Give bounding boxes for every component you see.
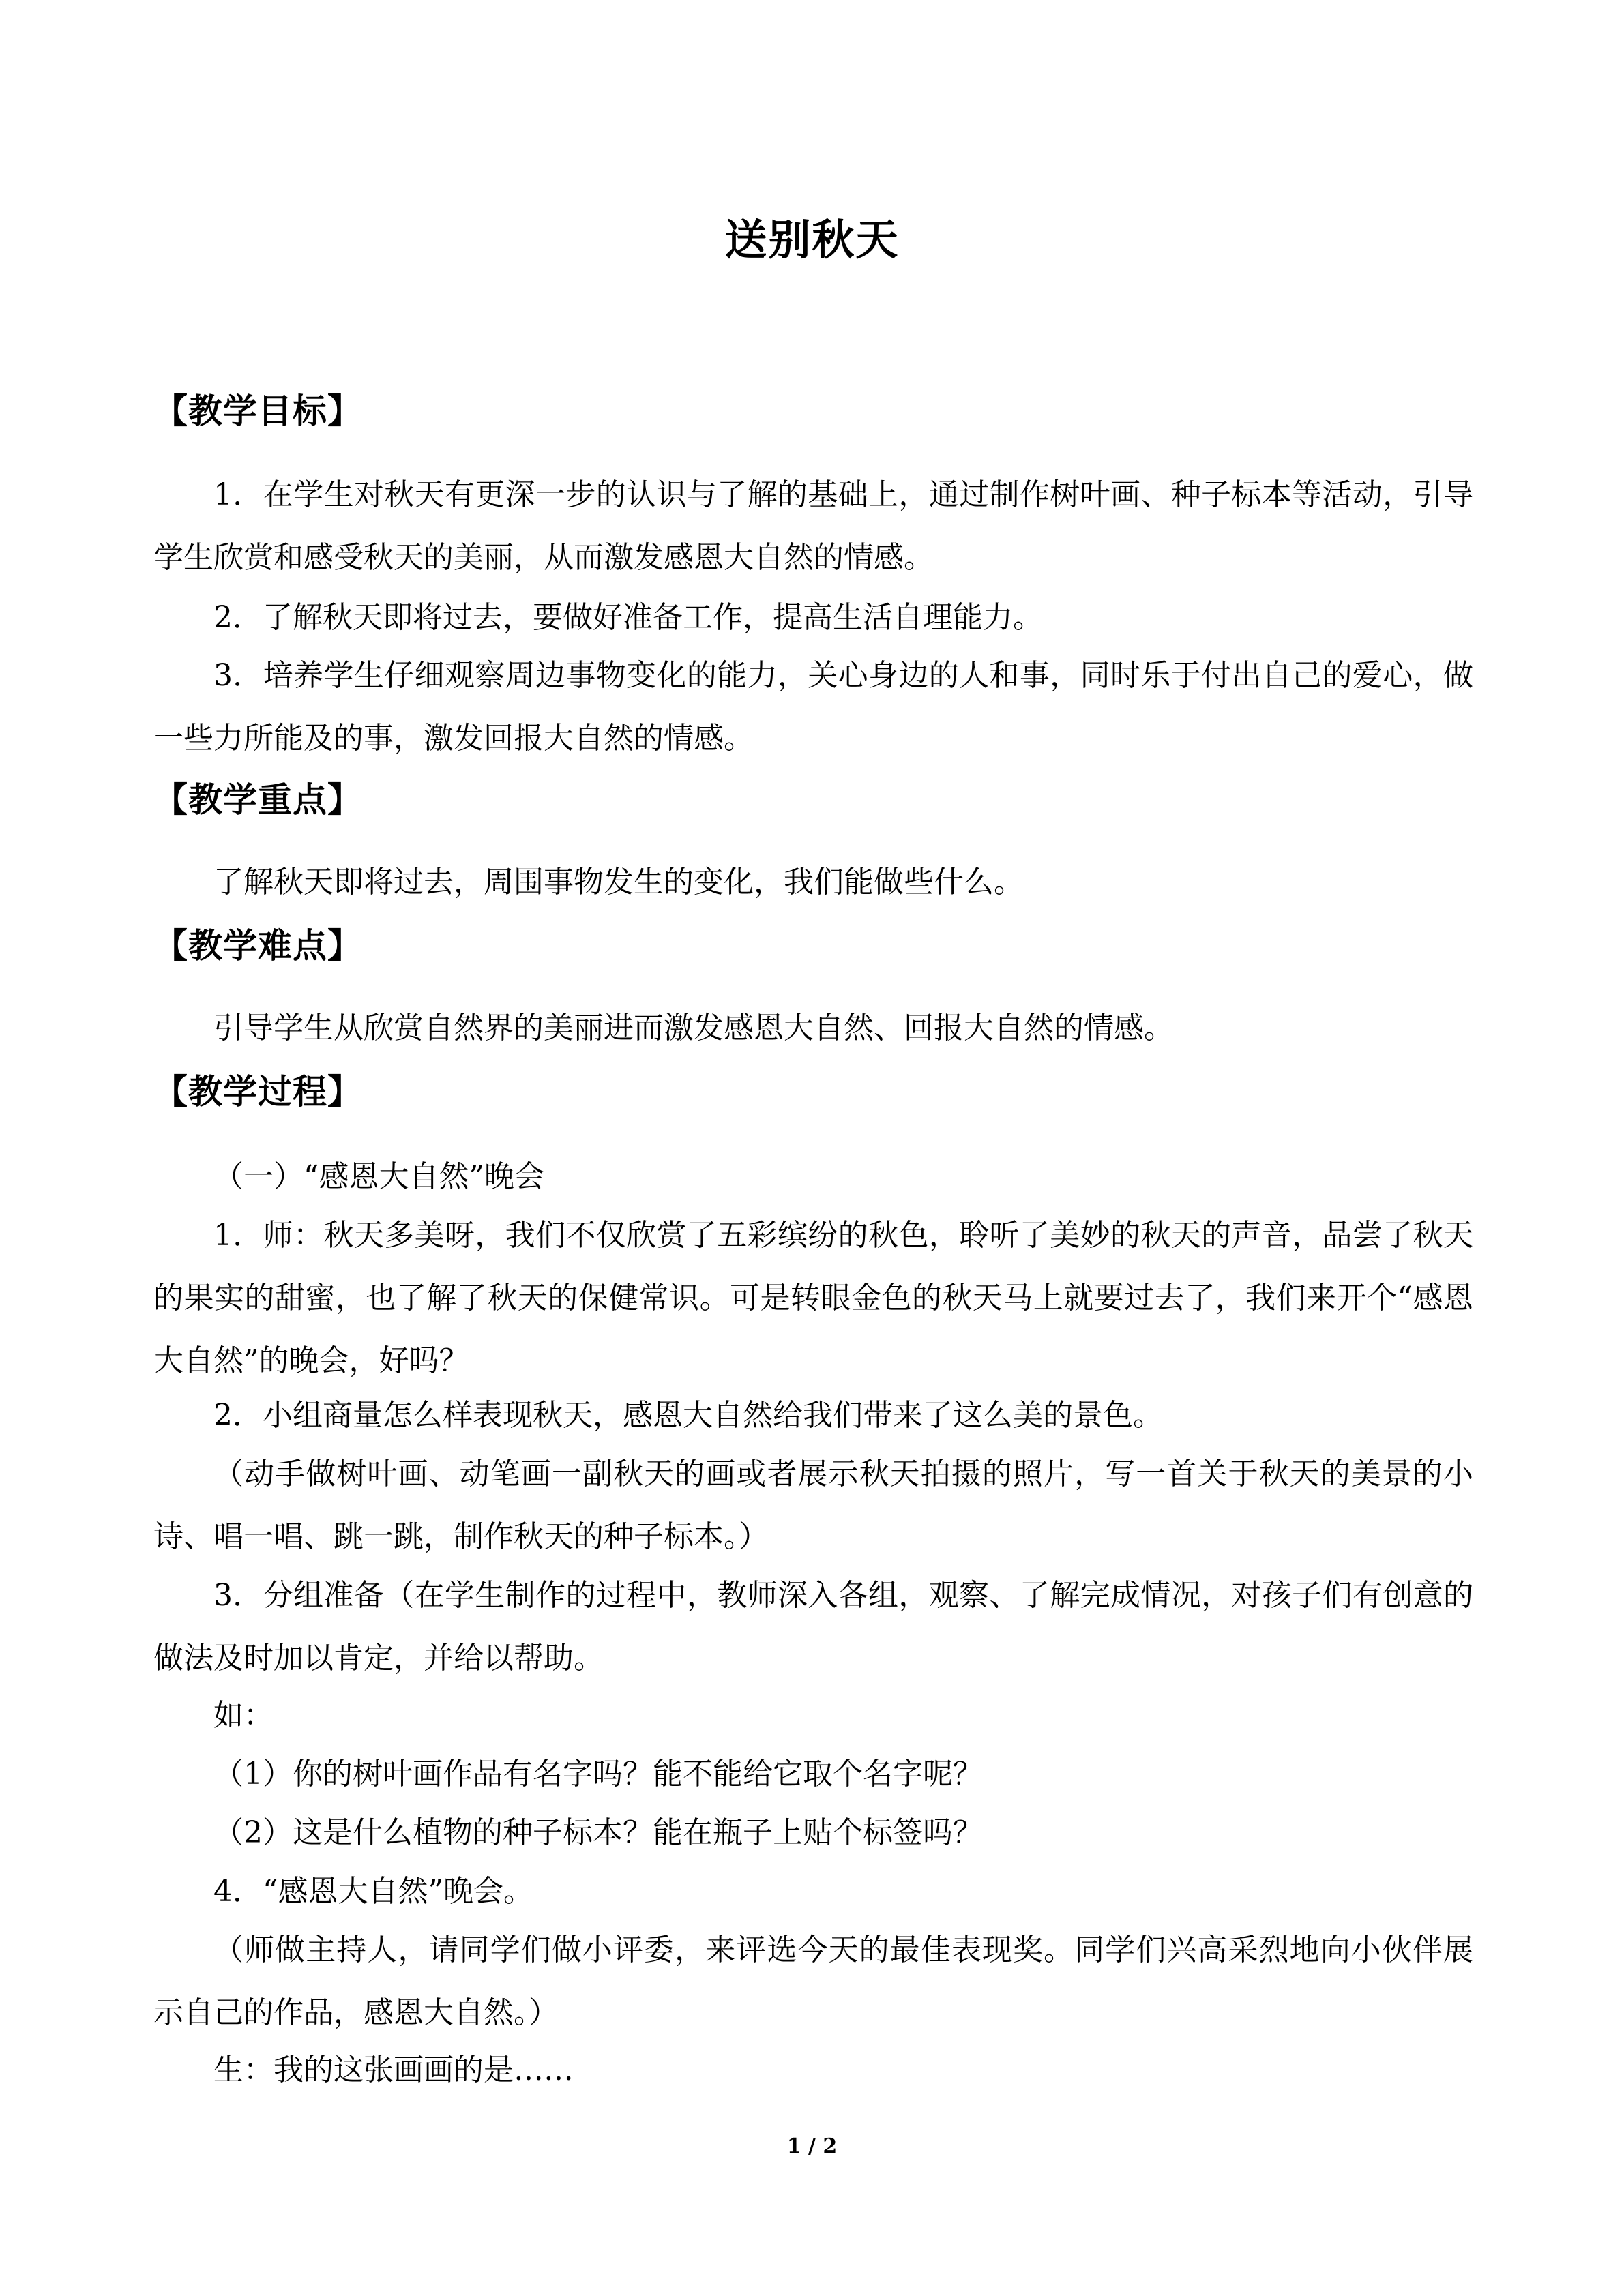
process-paragraph-3: （动手做树叶画、动笔画一副秋天的画或者展示秋天拍摄的照片，写一首关于秋天的美景的小诗、唱一唱、跳一跳，制作秋天的种子标本。） <box>153 1457 1473 1554</box>
section-heading-goals: 【教学目标】 <box>153 391 362 431</box>
process-paragraph-4: 3．分组准备（在学生制作的过程中，教师深入各组，观察、了解完成情况，对孩子们有创意的做法及时加以肯定，并给以帮助。 <box>153 1578 1473 1675</box>
process-paragraph-8: 4．“感恩大自然”晚会。 <box>213 1874 533 1909</box>
goal-paragraph-3: 3．培养学生仔细观察周边事物变化的能力，关心身边的人和事，同时乐于付出自己的爱心，做一些力所能及的事，激发回报大自然的情感。 <box>153 658 1473 756</box>
process-paragraph-9: （师做主持人，请同学们做小评委，来评选今天的最佳表现奖。同学们兴高采烈地向小伙伴展示自己的作品，感恩大自然。） <box>153 1933 1473 2030</box>
page-number: 1 / 2 <box>786 2134 838 2158</box>
process-paragraph-2: 2．小组商量怎么样表现秋天，感恩大自然给我们带来了这么美的景色。 <box>213 1398 1163 1433</box>
process-subheading: （一）“感恩大自然”晚会 <box>213 1159 544 1194</box>
process-paragraph-5: 如： <box>213 1698 274 1733</box>
page-title: 送别秋天 <box>724 215 900 265</box>
process-paragraph-6: （1）你的树叶画作品有名字吗？能不能给它取个名字呢？ <box>213 1757 983 1791</box>
goal-paragraph-2: 2．了解秋天即将过去，要做好准备工作，提高生活自理能力。 <box>213 600 1043 635</box>
section-heading-process: 【教学过程】 <box>153 1072 362 1112</box>
difficulty-paragraph: 引导学生从欣赏自然界的美丽进而激发感恩大自然、回报大自然的情感。 <box>213 1011 1174 1045</box>
process-paragraph-1: 1．师：秋天多美呀，我们不仅欣赏了五彩缤纷的秋色，聆听了美妙的秋天的声音，品尝了秋天的果实的甜蜜，也了解了秋天的保健常识。可是转眼金色的秋天马上就要过去了，我们来开个“感恩大自然”的晚会，好吗？ <box>153 1218 1473 1378</box>
process-paragraph-7: （2）这是什么植物的种子标本？能在瓶子上贴个标签吗？ <box>213 1815 983 1850</box>
process-paragraph-10: 生：我的这张画画的是…… <box>213 2053 574 2087</box>
goal-paragraph-1: 1．在学生对秋天有更深一步的认识与了解的基础上，通过制作树叶画、种子标本等活动，引导学生欣赏和感受秋天的美丽，从而激发感恩大自然的情感。 <box>153 477 1473 575</box>
focus-paragraph: 了解秋天即将过去，周围事物发生的变化，我们能做些什么。 <box>213 865 1024 899</box>
section-heading-difficulty: 【教学难点】 <box>153 926 362 966</box>
section-heading-focus: 【教学重点】 <box>153 780 362 820</box>
